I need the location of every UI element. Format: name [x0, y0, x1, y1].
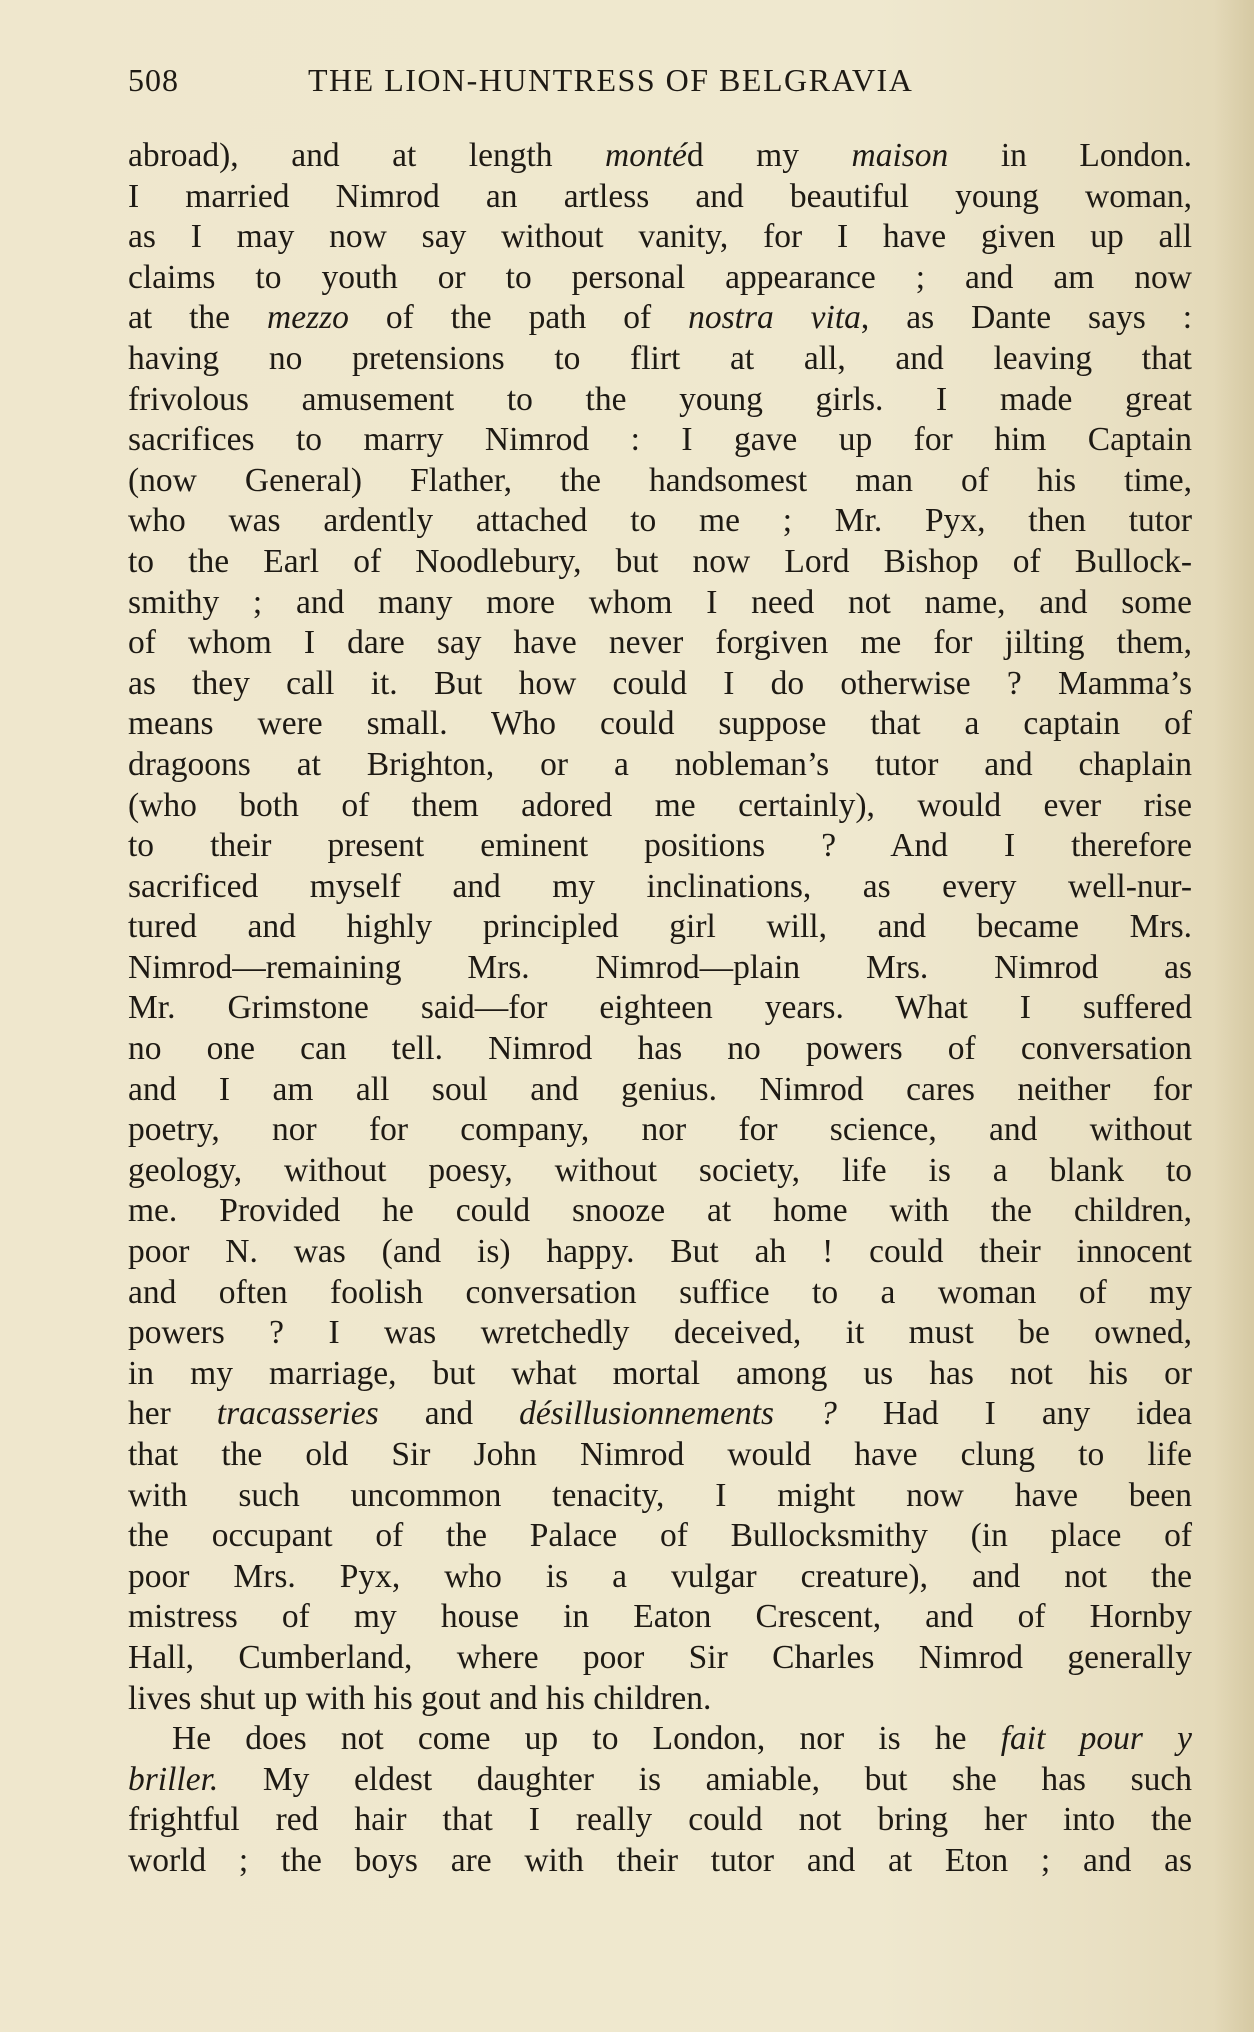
text-line	[128, 1597, 1192, 1638]
text-line	[128, 461, 1192, 502]
text-line	[128, 1516, 1192, 1557]
text-segment: and	[378, 1395, 520, 1433]
running-head: THE LION-HUNTRESS OF BELGRAVIA	[308, 62, 914, 98]
text-segment: powers ? I was wretchedly deceived, it must be owned,	[128, 1314, 1192, 1352]
text-segment: her	[128, 1395, 217, 1433]
text-segment: (now General) Flather, the handsomest man of his time,	[128, 461, 1192, 499]
text-line	[128, 1029, 1192, 1070]
italic-text: maison	[851, 137, 949, 174]
italic-text: tracasseries	[216, 1395, 379, 1433]
text-segment: tured and highly principled girl will, and became Mrs.	[128, 908, 1192, 946]
text-line	[128, 1151, 1192, 1192]
text-line	[128, 1638, 1192, 1679]
text-segment: poor Mrs. Pyx, who is a vulgar creature), and not the	[128, 1557, 1192, 1595]
text-segment: as I may now say without vanity, for I have given up all	[128, 218, 1192, 256]
text-segment: and I am all soul and genius. Nimrod cares neither for	[128, 1070, 1192, 1108]
text-segment: of the path of	[348, 299, 689, 337]
text-line	[128, 420, 1192, 461]
text-line	[128, 258, 1192, 299]
text-line	[128, 1800, 1192, 1841]
text-segment: My eldest daughter is amiable, but she has such	[218, 1760, 1192, 1798]
text-segment: dragoons at Brighton, or a nobleman’s tutor and chaplain	[128, 745, 1192, 783]
text-line	[128, 867, 1192, 908]
text-line	[128, 1191, 1192, 1232]
text-line	[128, 826, 1192, 867]
text-segment: means were small. Who could suppose that a captain of	[128, 705, 1192, 743]
text-segment: geology, without poesy, without society, life is a blank to	[128, 1151, 1192, 1189]
text-segment: abroad), and at length	[128, 137, 606, 174]
text-segment: sacrificed myself and my inclinations, as every well-nur-	[128, 867, 1192, 905]
text-segment: world ; the boys are with their tutor and at Eton ; and as	[128, 1841, 1192, 1879]
text-line	[128, 907, 1192, 948]
text-line	[128, 1110, 1192, 1151]
text-line	[128, 1679, 1192, 1720]
page-edge-shadow	[1214, 0, 1254, 2032]
text-segment: and often foolish conversation suffice to a woman of my	[128, 1273, 1192, 1311]
text-segment: Nimrod—remaining Mrs. Nimrod—plain Mrs. Nimrod as	[128, 948, 1192, 986]
text-line	[128, 380, 1192, 421]
text-segment: having no pretensions to flirt at all, and leaving that	[128, 339, 1192, 377]
text-segment: to the Earl of Noodlebury, but now Lord Bishop of Bullock-	[128, 542, 1192, 580]
text-segment: in London.	[948, 137, 1192, 174]
text-line	[128, 136, 1192, 177]
text-segment: lives shut up with his gout and his children.	[128, 1679, 712, 1717]
text-line	[128, 298, 1192, 339]
text-segment: to their present eminent positions ? And I therefore	[128, 827, 1192, 865]
text-segment: (who both of them adored me certainly), would ever rise	[128, 786, 1192, 824]
text-segment: claims to youth or to personal appearance ; and am now	[128, 258, 1192, 296]
text-segment: poor N. was (and is) happy. But ah ! could their innocent	[128, 1233, 1192, 1271]
text-line	[128, 1557, 1192, 1598]
text-segment: I married Nimrod an artless and beautiful young woman,	[128, 177, 1192, 215]
text-segment: Mr. Grimstone said—for eighteen years. What I suffered	[128, 989, 1192, 1027]
text-line	[128, 704, 1192, 745]
text-line	[128, 786, 1192, 827]
text-line	[128, 1313, 1192, 1354]
text-segment: Hall, Cumberland, where poor Sir Charles Nimrod generally	[128, 1638, 1192, 1676]
text-line	[128, 1435, 1192, 1476]
text-line	[128, 1719, 1192, 1760]
text-segment: the occupant of the Palace of Bullocksmithy (in place of	[128, 1517, 1192, 1555]
text-line	[128, 623, 1192, 664]
text-line	[128, 339, 1192, 380]
body-text	[128, 136, 1192, 1882]
text-segment: frightful red hair that I really could not bring her into the	[128, 1801, 1192, 1839]
text-line	[128, 1476, 1192, 1517]
italic-text: désillusionnements ?	[519, 1395, 837, 1433]
text-segment: no one can tell. Nimrod has no powers of conversation	[128, 1030, 1192, 1068]
text-line	[128, 1841, 1192, 1882]
text-segment: sacrifices to marry Nimrod : I gave up for him Captain	[128, 421, 1192, 459]
text-line	[128, 1070, 1192, 1111]
text-segment: Had I any idea	[836, 1395, 1193, 1433]
text-line	[128, 542, 1192, 583]
text-segment: as they call it. But how could I do otherwise ? Mamma’s	[128, 664, 1192, 702]
text-line	[128, 177, 1192, 218]
text-segment: , as Dante says :	[860, 299, 1192, 337]
text-segment: in my marriage, but what mortal among us has not his or	[128, 1354, 1192, 1392]
text-line	[128, 1232, 1192, 1273]
text-line	[128, 583, 1192, 624]
page-header	[128, 62, 1188, 106]
italic-text: fait pour y	[1000, 1720, 1192, 1758]
page-number: 508	[128, 62, 179, 98]
text-segment: d my	[686, 137, 852, 174]
text-segment: that the old Sir John Nimrod would have clung to life	[128, 1436, 1192, 1473]
text-line	[128, 1354, 1192, 1395]
italic-text: mezzo	[267, 299, 349, 337]
text-segment: smithy ; and many more whom I need not name, and some	[128, 583, 1192, 621]
text-segment: me. Provided he could snooze at home with the children,	[128, 1192, 1192, 1230]
italic-text: briller.	[128, 1760, 219, 1798]
text-segment: at the	[128, 299, 268, 337]
text-segment: of whom I dare say have never forgiven me for jilting them,	[128, 624, 1192, 662]
text-line	[128, 1760, 1192, 1801]
text-segment: He does not come up to London, nor is he	[172, 1720, 1001, 1758]
text-line	[128, 501, 1192, 542]
text-line	[128, 988, 1192, 1029]
text-segment: with such uncommon tenacity, I might now have been	[128, 1476, 1192, 1514]
text-line	[128, 664, 1192, 705]
text-segment: frivolous amusement to the young girls. I made great	[128, 380, 1192, 418]
text-segment: who was ardently attached to me ; Mr. Pyx, then tutor	[128, 502, 1192, 540]
text-segment: mistress of my house in Eaton Crescent, and of Hornby	[128, 1598, 1192, 1636]
text-segment: poetry, nor for company, nor for science, and without	[128, 1111, 1192, 1149]
text-line	[128, 217, 1192, 258]
text-line	[128, 948, 1192, 989]
text-line	[128, 745, 1192, 786]
text-line	[128, 1394, 1192, 1435]
italic-text: monté	[605, 137, 687, 174]
italic-text: nostra vita	[688, 299, 861, 337]
text-line	[128, 1273, 1192, 1314]
